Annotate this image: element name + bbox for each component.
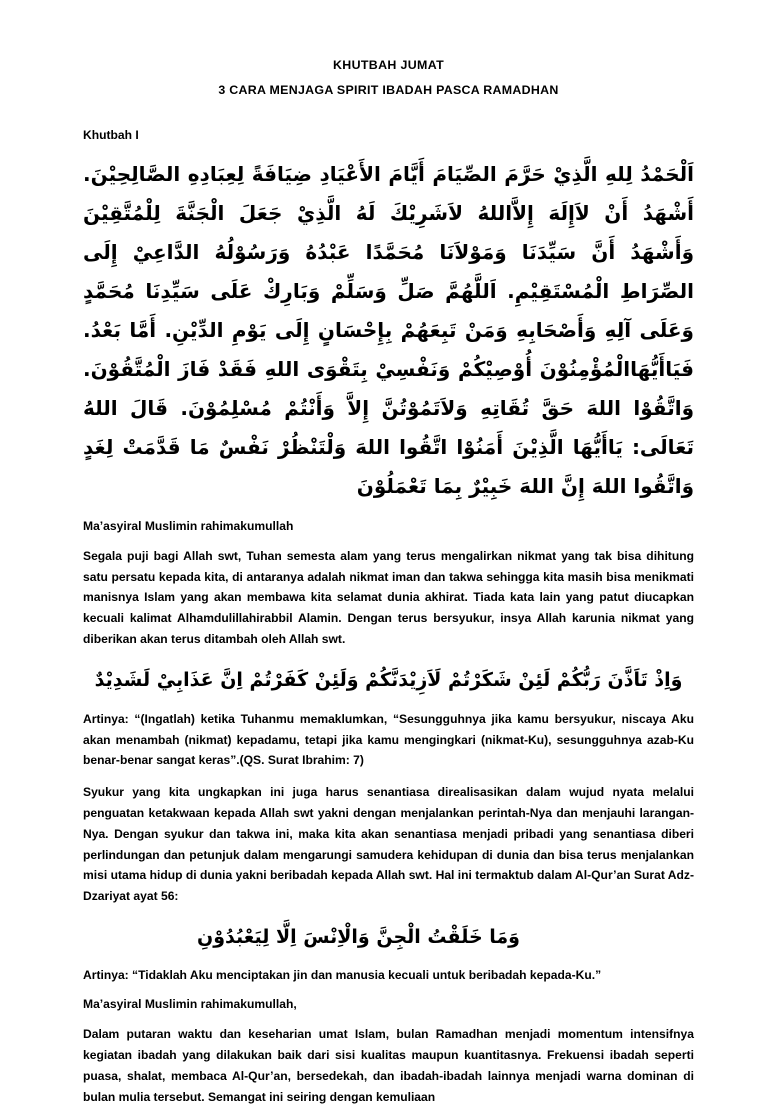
page-title: KHUTBAH JUMAT [332,58,444,72]
page-subtitle: 3 CARA MENJAGA SPIRIT IBADAH PASCA RAMADHAN [218,83,559,98]
greeting-maasyiral-muslimin-1: Ma’asyiral Muslimin rahimakumullah [83,518,294,533]
greeting-maasyiral-muslimin-2: Ma’asyiral Muslimin rahimakumullah, [83,997,297,1012]
paragraph-syukur-realisasi: Syukur yang kita ungkapkan ini juga harus senantiasa direalisasikan dalam wujud nyata melalui penguatan ketakwaan kepada Allah swt yakni dengan menjalankan perintah-Nya dan menjauhi larangan-Nya. Dengan syukur dan takwa ini, maka kita akan senantiasa menjadi pribadi yang senantiasa diberi perlindungan dan petunjuk dalam mengarungi samudera kehidupan di dunia dan bisa terus menjalankan misi utama hidup di dunia yakni beribadah kepada Allah swt. Hal ini termaktub dalam Al-Qur’an Surat Adz-Dzariyat ayat 56: [83,785,694,904]
verse-ibrahim-arabic: وَاِذْ تَاَذَّنَ رَبُّكُمْ لَئِنْ شَكَرْتُمْ لَاَزِيْدَنَّكُمْ وَلَئِنْ كَفَرْتُمْ اِنَّ عَذَابِيْ لَشَدِيْدٌ [94,668,683,691]
section-label-khutbah-i: Khutbah I [83,128,139,143]
verse-ibrahim-translation: Artinya: “(Ingatlah) ketika Tuhanmu memaklumkan, “Sesungguhnya jika kamu bersyukur, niscaya Aku akan menambah (nikmat) kepadamu, tetapi jika kamu mengingkari (nikmat-Ku), sesungguhnya azab-Ku benar-benar sangat keras”.(QS. Surat Ibrahim: 7) [83,711,694,768]
verse-dzariyat-translation: Artinya: “Tidaklah Aku menciptakan jin dan manusia kecuali untuk beribadah kepada-Ku.” [83,968,602,983]
khutbah-opening-arabic [83,155,694,506]
verse-dzariyat-arabic: وَمَا خَلَقْتُ الْجِنَّ وَالْاِنْسَ اِلَّا لِيَعْبُدُوْنِ [197,926,520,949]
khutbah-opening-arabic-text: اَلْحَمْدُ لِلهِ الَّذِيْ حَرَّمَ الصِّيَامَ أَيَّامَ الأَعْيَادِ ضِيَافَةً لِعِبَادِهِ الصَّالِحِيْنَ. أَشْهَدُ أَنْ لاَإِلَهَ إِلاَّاللهُ لاَشَرِيْكَ لَهُ الَّذِيْ جَعَلَ الْجَنَّةَ لِلْمُتَّقِيْنَ وَأَشْهَدُ أَنَّ سَيِّدَنَا وَمَوْلاَنَا مُحَمَّدًا عَبْدُهُ وَرَسُوْلُهُ الدَّاعِيْ إِلَى الصِّرَاطِ الْمُسْتَقِيْمِ. اَللَّهُمَّ صَلِّ وَسَلِّمْ وَبَارِكْ عَلَى سَيِّدِنَا مُحَمَّدٍ وَعَلَى آلِهِ وَأَصْحَابِهِ وَمَنْ تَبِعَهُمْ بِإِحْسَانٍ إِلَى يَوْمِ الدِّيْنِ. أَمَّا بَعْدُ. فَيَاأَيُّهَاالْمُؤْمِنُوْنَ أُوْصِيْكُمْ وَنَفْسِيْ بِتَقْوَى اللهِ فَقَدْ فَازَ الْمُتَّقُوْنَ. وَاتَّقُوْا اللهَ حَقَّ تُقَاتِهِ وَلاَتَمُوْتُنَّ إِلاَّ وَأَنْتُمْ مُسْلِمُوْنَ. قَالَ اللهُ تَعَالَى: يَاأَيُّهَا الَّذِيْنَ أَمَنُوْا اتَّقُوا اللهَ وَلْتَنْظُرْ نَفْسٌ مَا قَدَّمَتْ لِغَدٍ وَاتَّقُوا اللهَ إِنَّ اللهَ خَبِيْرٌ بِمَا تَعْمَلُوْنَ [83,161,694,498]
paragraph-ramadhan-momentum: Dalam putaran waktu dan keseharian umat Islam, bulan Ramadhan menjadi momentum intensifnya kegiatan ibadah yang dilakukan baik dari sisi kualitas maupun kuantitasnya. Frekuensi ibadah seperti puasa, shalat, membaca Al-Qur’an, bersedekah, dan ibadah-ibadah lainnya menjadi warna dominan di bulan mulia tersebut. Semangat ini seiring dengan kemuliaan [83,1027,694,1104]
paragraph-syukur-pembuka: Segala puji bagi Allah swt, Tuhan semesta alam yang terus mengalirkan nikmat yang tak bisa dihitung satu persatu kepada kita, di antaranya adalah nikmat iman dan takwa sehingga kita masih bisa menikmati manisnya Islam yang akan membawa kita selamat dunia akhirat. Tiada kata lain yang patut diucapkan kecuali kalimat Alhamdulillahirabbil Alamin. Dengan terus bersyukur, insya Allah karunia nikmat yang diberikan akan terus ditambah oleh Allah swt. [83,548,694,646]
